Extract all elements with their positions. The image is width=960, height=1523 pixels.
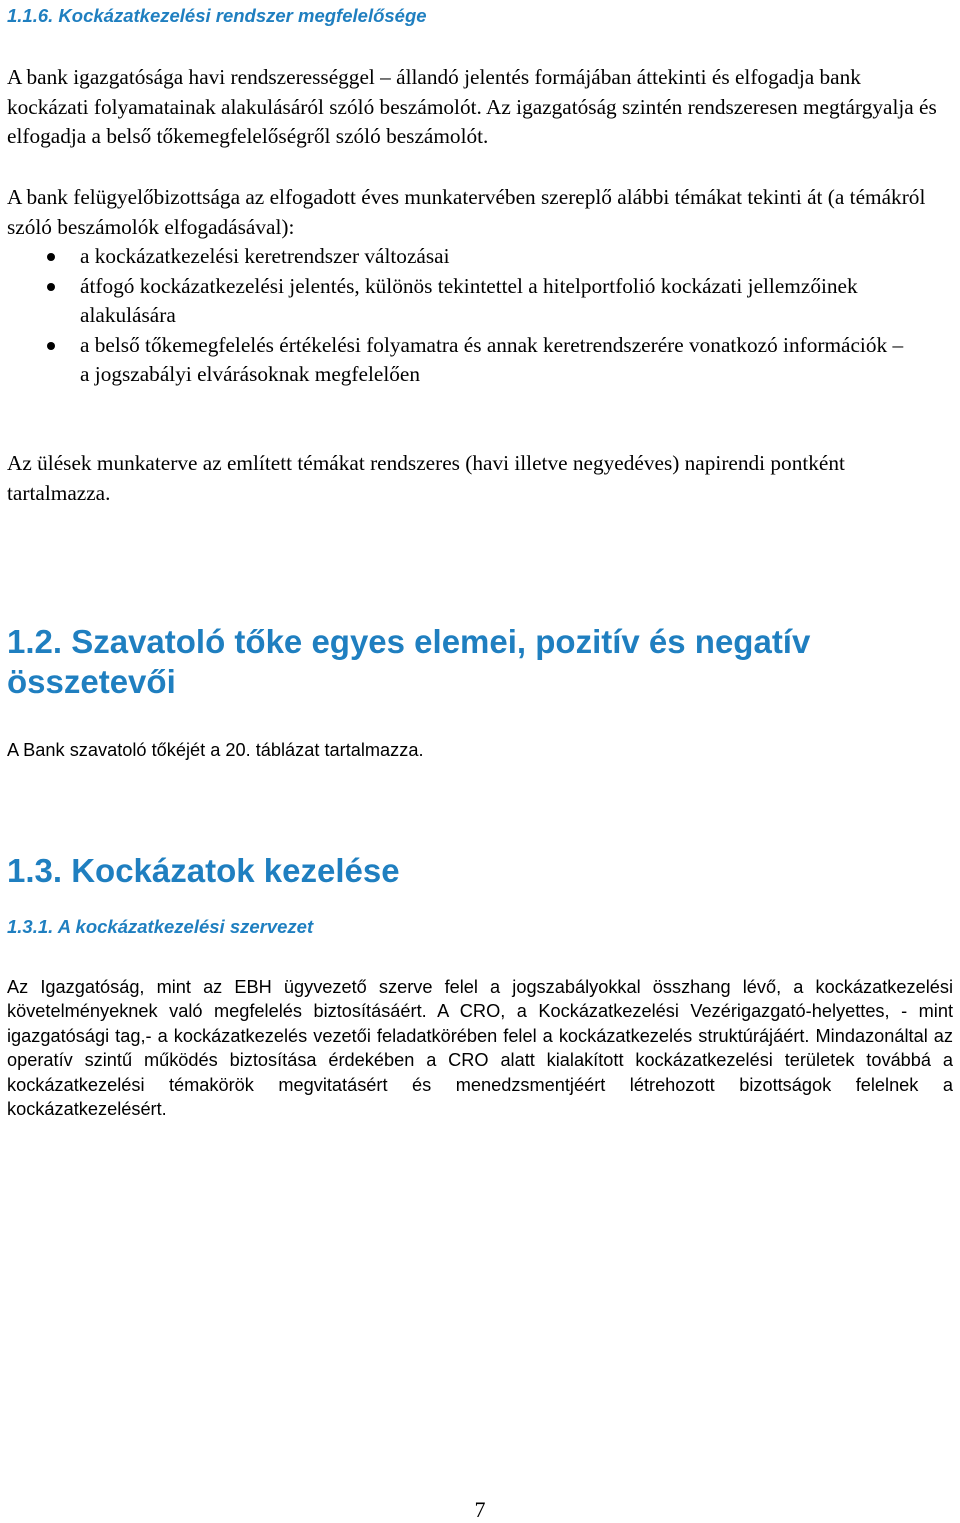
list-item-text: átfogó kockázatkezelési jelentés, különös tekintettel a hitelportfolió kockázati jellemzőinek alakulására [80,273,858,327]
list-item-text: a kockázatkezelési keretrendszer változásai [80,244,450,268]
bullet-icon [47,283,55,291]
paragraph-supervisory-board: A bank felügyelőbizottsága az elfogadott éves munkatervében szereplő alábbi témákat tekinti át (a témákról szóló beszámolók elfogadásával): [7,185,926,239]
paragraph-meeting-plan: Az ülések munkaterve az említett témákat rendszeres (havi illetve negyedéves) napirendi pontként tartalmazza. [7,451,845,505]
paragraph-capital-table-ref: A Bank szavatoló tőkéjét a 20. táblázat tartalmazza. [7,740,424,760]
topic-bullet-list [7,242,907,390]
paragraph-risk-organisation: Az Igazgatóság, mint az EBH ügyvezető szerve felel a jogszabályokkal összhang lévő, a kockázatkezelési követelményeknek való megfelelés biztosításáért. A CRO, a Kockázatkezelési Vezérigazgató-helyettes, - mint igazgatósági tag,- a kockázatkezelés vezetői feladatkörében felel a kockázatkezelés struktúrájáért. Mindazonáltal az operatív szintű működés biztosítása érdekében a CRO alatt kialakított kockázatkezelési területek továbbá a kockázatkezelési témakörök megvitatásért és menedzsmentjéért létrehozott bizottságok felelnek a kockázatkezelésért. [7,977,953,1120]
bullet-icon [47,253,55,261]
section-heading-1-2: 1.2. Szavatoló tőke egyes elemei, pozitív és negatív összetevői [7,623,811,700]
page-number: 7 [474,1497,486,1522]
section-heading-1-3: 1.3. Kockázatok kezelése [7,852,400,889]
section-heading-1-1-6: 1.1.6. Kockázatkezelési rendszer megfelelősége [7,5,427,26]
list-item-text: a belső tőkemegfelelés értékelési folyamatra és annak keretrendszerére vonatkozó információk – a jogszabályi elvárásoknak megfelelően [80,332,904,386]
paragraph-board-review: A bank igazgatósága havi rendszerességgel – állandó jelentés formájában áttekinti és elfogadja bank kockázati folyamatainak alakulásáról szóló beszámolót. Az igazgatóság szintén rendszeresen megtárgyalja és elfogadja a belső tőkemegfelelőségről szóló beszámolót. [7,65,937,148]
subsection-heading-1-3-1: 1.3.1. A kockázatkezelési szervezet [7,916,314,937]
bullet-icon [47,342,55,350]
list-item [7,242,907,272]
list-item [7,331,907,390]
list-item [7,272,907,331]
